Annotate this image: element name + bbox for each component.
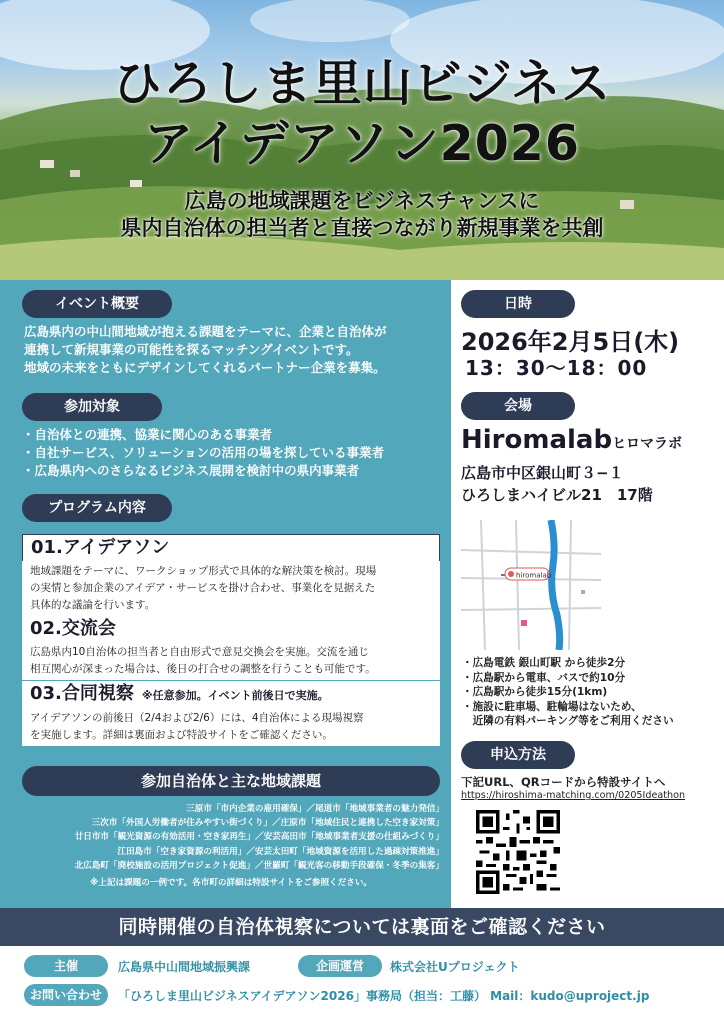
event-time: 13：30〜18：00: [465, 356, 648, 380]
target-item-1: ・自治体との連携、協業に関心のある事業者: [22, 427, 273, 442]
organizer-name: 広島県中山間地域振興課: [118, 960, 251, 974]
program-3-body: [22, 708, 440, 746]
contact-info[interactable]: 「ひろしま里山ビジネスアイデアソン2026」事務局（担当：工藤） Mail：kudo@uproject.jp: [118, 989, 650, 1003]
overview-heading: イベント概要: [22, 290, 172, 318]
access-item: ・施設に駐車場、駐輪場はないため、: [462, 700, 642, 713]
venue-name-row: [461, 425, 682, 455]
municipalities-heading: 参加自治体と主な地域課題: [22, 766, 440, 796]
venue-name-kana: ヒロマラボ: [612, 436, 683, 452]
datetime-heading: 日時: [461, 290, 575, 318]
municipality-line: 三次市「外国人労働者が住みやすい街づくり」／庄原市「地域住民と連携した空き家対策」: [91, 818, 444, 829]
event-title-line1: ひろしま里山ビジネス: [112, 55, 612, 112]
organizer-label: 主催: [24, 955, 108, 977]
venue-name: Hiromalab: [461, 425, 613, 455]
hero-section: [0, 0, 724, 290]
event-date: 2026年2月5日(木): [461, 328, 680, 356]
target-heading: 参加対象: [22, 393, 162, 421]
access-item: ・広島駅から電車、バスで約10分: [462, 671, 626, 684]
municipality-line: 三原市「市内企業の雇用確保」／尾道市「地域事業者の魅力発信」: [186, 804, 444, 814]
program-2-line-1: 広島県内10自治体の担当者と自由形式で意見交換会を実施。交流を通じ: [30, 646, 369, 658]
apply-heading: 申込方法: [461, 741, 575, 769]
program-3-line-1: アイデアソンの前後日（2/4および2/6）には、4自治体による現場視察: [30, 712, 364, 724]
overview-line-1: 広島県内の中山間地域が抱える課題をテーマに、企業と自治体が: [24, 324, 387, 339]
access-list: [462, 656, 720, 729]
program-2-body: [22, 642, 440, 680]
map-venue-label: hiromalab: [516, 571, 552, 580]
operator-label: 企画運営: [298, 955, 382, 977]
municipality-line: 江田島市「空き家資源の利活用」／安芸太田町「地域資源を活用した過疎対策推進」: [117, 846, 444, 857]
contact-label: お問い合わせ: [24, 984, 108, 1006]
target-item-2: ・自社サービス、ソリューションの活用の場を探している事業者: [22, 445, 385, 460]
program-1-body: [22, 561, 440, 616]
operator-name: 株式会社Uプロジェクト: [390, 960, 520, 974]
venue-map: [461, 520, 601, 650]
program-3-line-2: を実施します。詳細は裏面および特設サイトをご確認ください。: [30, 729, 333, 741]
program-1-line-3: 具体的な議論を行います。: [30, 599, 156, 611]
program-1-line-2: の実情と参加企業のアイデア・サービスを掛け合わせ、事業化を見据えた: [30, 582, 376, 594]
notice-banner: 同時開催の自治体視察については裏面をご確認ください: [0, 908, 724, 946]
apply-url-link[interactable]: https://hiroshima-matching.com/0205Ideathon: [461, 790, 686, 801]
event-subtitle-line2: 県内自治体の担当者と直接つながり新規事業を共創: [120, 216, 604, 240]
program-2-line-2: 相互関心が深まった場合は、後日の打合せの調整を行うことも可能です。: [30, 663, 376, 675]
program-2-title: 02.交流会: [22, 616, 440, 642]
municipalities-note: ※上記は課題の一例です。各市町の詳細は特設サイトをご参照ください。: [89, 878, 373, 888]
venue-address-1: 広島市中区銀山町３−１: [461, 464, 624, 482]
program-3-title-row: [22, 681, 440, 709]
overview-line-2: 連携して新規事業の可能性を探るマッチングイベントです。: [24, 342, 359, 357]
target-item-3: ・広島県内へのさらなるビジネス展開を検討中の県内事業者: [22, 463, 360, 478]
access-item: ・広島電鉄 銀山町駅 から徒歩2分: [462, 657, 626, 669]
program-1-title: 01.アイデアソン: [22, 534, 440, 562]
access-item: 近隣の有料パーキング等をご利用ください: [462, 715, 674, 728]
program-heading: プログラム内容: [22, 494, 172, 522]
venue-address-2: ひろしまハイビル21 17階: [461, 486, 653, 504]
program-1-line-1: 地域課題をテーマに、ワークショップ形式で具体的な解決策を検討。現場: [30, 565, 377, 577]
apply-text: 下記URL、QRコードから特設サイトへ: [461, 775, 666, 789]
venue-heading: 会場: [461, 392, 575, 420]
municipality-line: 廿日市市「観光資源の有効活用・空き家再生」／安芸高田市「地域事業者支援の仕組みづくり」: [74, 832, 444, 843]
overview-line-3: 地域の未来をともにデザインしてくれるパートナー企業を募集。: [24, 360, 386, 375]
access-item: ・広島駅から徒歩15分(1km): [462, 686, 608, 699]
qr-code[interactable]: [476, 810, 560, 894]
program-3-title: 03.合同視察: [30, 683, 134, 704]
event-subtitle-line1: 広島の地域課題をビジネスチャンスに: [184, 189, 540, 213]
event-title-line2: アイデアソン2026: [144, 115, 580, 172]
program-3-note: ※任意参加。イベント前後日で実施。: [141, 689, 329, 702]
municipality-line: 北広島町「廃校施設の活用プロジェクト促進」／世羅町「観光客の移動手段確保・冬季の集客」: [74, 860, 444, 871]
municipalities-list: [10, 802, 444, 873]
